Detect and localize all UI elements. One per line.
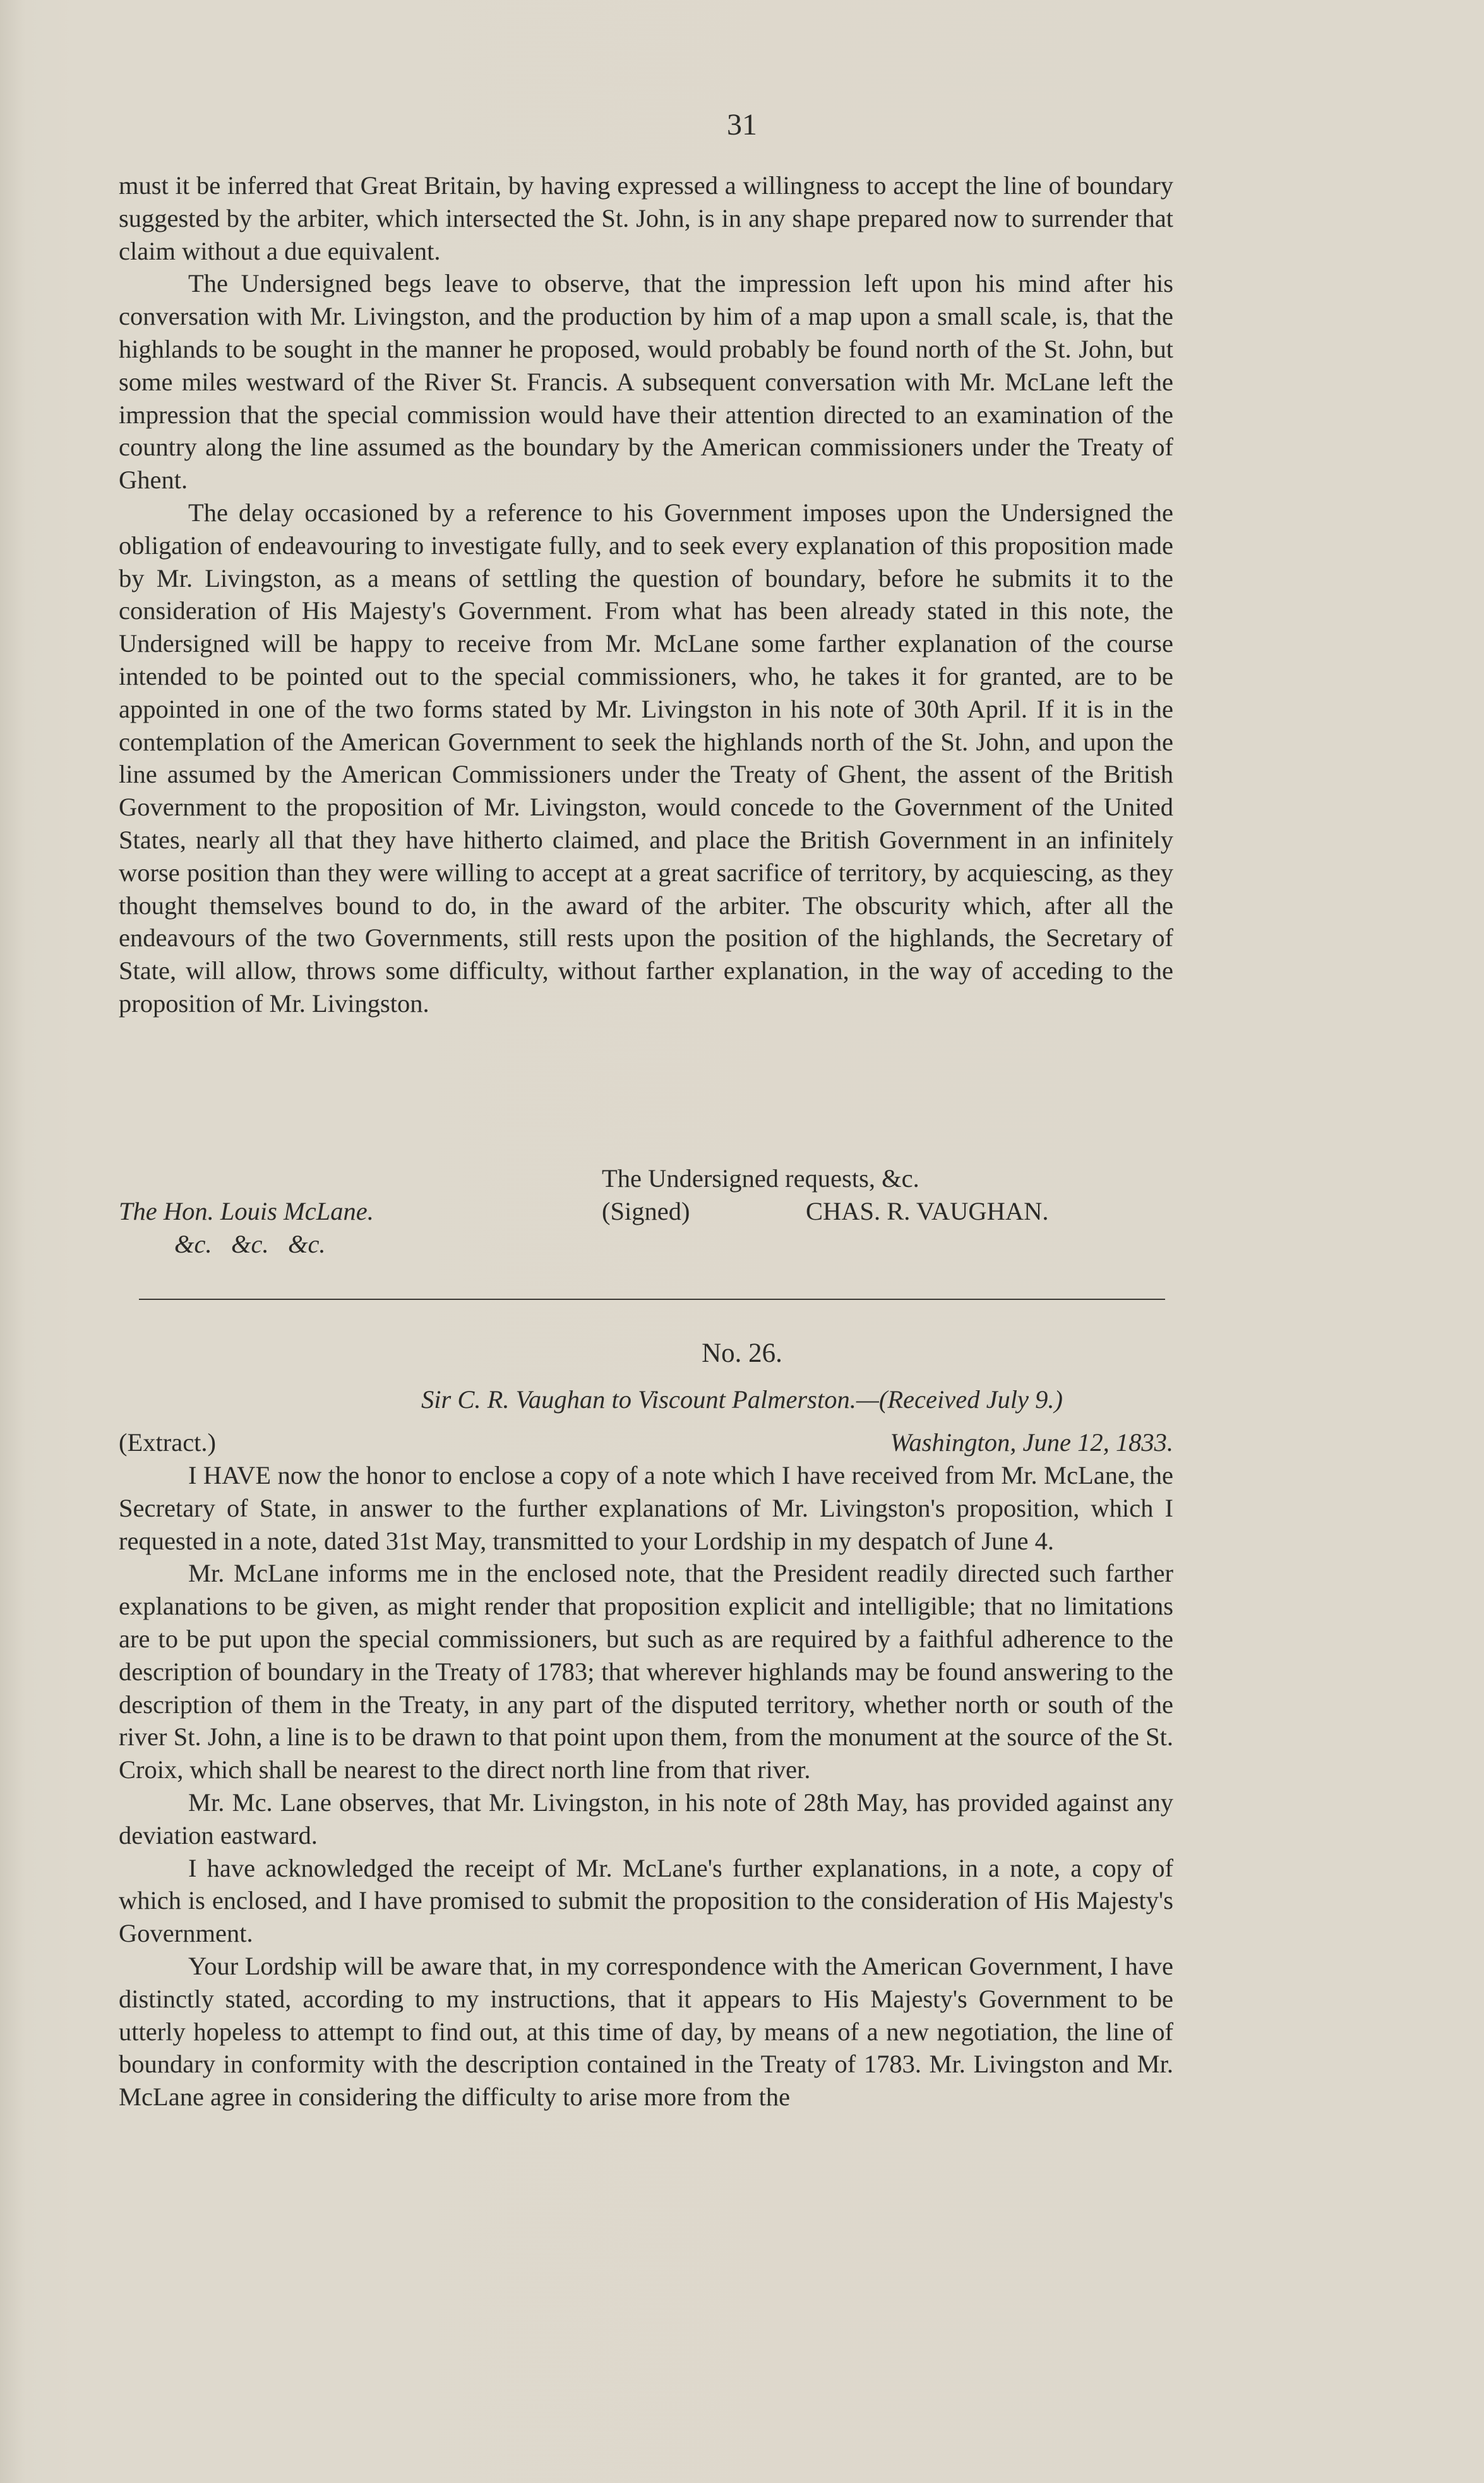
document-heading: Sir C. R. Vaughan to Viscount Palmerston.—(Received July 9.) xyxy=(421,1385,1063,1414)
etc-line: &c. &c. &c. xyxy=(174,1230,326,1258)
note-body xyxy=(119,169,1173,1020)
paragraph: I have acknowledged the receipt of Mr. McLane's further explanations, in a note, a copy of which is enclosed, and I have promised to submit the proposition to the consideration of His Majesty's Government. xyxy=(119,1853,1173,1948)
paragraph: The Undersigned begs leave to observe, that the impression left upon his mind after his conversation with Mr. Livingston, and the production by him of a map upon a small scale, is, that the highlands to be sought in the manner he proposed, would probably be found north of the St. John, but some miles westward of the River St. Francis. A subsequent conversation with Mr. McLane left the impression that the special commission would have their attention directed to an examination of the country along the line assumed as the boundary by the American commissioners under the Treaty of Ghent. xyxy=(119,269,1173,495)
paragraph: Mr. McLane informs me in the enclosed note, that the President readily directed such farther explanations to be given, as might render that proposition explicit and intelligible; that no limitations are to be put upon the special commissioners, but such as are required by a faithful adherence to the description of boundary in the Treaty of 1783; that wherever highlands may be found answering to the description of them in the Treaty, in any part of the disputed territory, whether north or south of the river St. John, a line is to be drawn to that point upon them, from the monument at the source of the St. Croix, which shall be nearest to the direct north line from that river. xyxy=(119,1559,1173,1784)
paragraph: I HAVE now the honor to enclose a copy of a note which I have received from Mr. McLane, the Secretary of State, in answer to the further explanations of Mr. Livingston's proposition, which I requested in a note, dated 31st May, transmitted to your Lordship in my despatch of June 4. xyxy=(119,1461,1173,1555)
paragraph: Your Lordship will be aware that, in my correspondence with the American Government, I have distinctly stated, according to my instructions, that it appears to His Majesty's Government to be utterly hopeless to attempt to find out, at this time of day, by means of a new negotiation, the line of boundary in conformity with the description contained in the Treaty of 1783. Mr. Livingston and Mr. McLane agree in considering the difficulty to arise more from the xyxy=(119,1951,1173,2112)
extract-label: (Extract.) xyxy=(119,1428,217,1457)
document-number: No. 26. xyxy=(702,1338,782,1368)
closing-line: The Undersigned requests, &c. xyxy=(602,1164,919,1193)
paragraph: The delay occasioned by a reference to his Government imposes upon the Undersigned the obligation of endeavouring to investigate fully, and to seek every explanation of this proposition made by Mr. Livingston, as a means of settling the question of boundary, before he submits it to the consideration of His Majesty's Government. From what has been already stated in this note, the Undersigned will be happy to receive from Mr. McLane some farther explanation of the course intended to be pointed out to the special commissioners, who, he takes it for granted, are to be appointed in one of the two forms stated by Mr. Livingston in his note of 30th April. If it is in the contemplation of the American Government to seek the highlands north of the St. John, and upon the line assumed by the American Commissioners under the Treaty of Ghent, the assent of the British Government to the proposition of Mr. Livingston, would concede to the Government of the United States, nearly all that they have hitherto claimed, and place the British Government in an infinitely worse position than they were willing to accept at a great sacrifice of territory, by acquiescing, as they thought themselves bound to do, in the award of the arbiter. The obscurity which, after all the endeavours of the two Governments, still rests upon the position of the highlands, the Secretary of State, will allow, throws some difficulty, without farther explanation, in the way of acceding to the proposition of Mr. Livingston. xyxy=(119,498,1173,1018)
signer-name: CHAS. R. VAUGHAN. xyxy=(806,1197,1049,1225)
signed-label: (Signed) xyxy=(602,1197,690,1225)
despatch-body xyxy=(119,1426,1173,2113)
signature-block xyxy=(119,1162,1173,1261)
paragraph: must it be inferred that Great Britain, by having expressed a willingness to accept the line of boundary suggested by the arbiter, which intersected the St. John, is in any shape prepared now to surrender that claim without a due equivalent. xyxy=(119,171,1173,265)
addressee: The Hon. Louis McLane. xyxy=(119,1197,374,1225)
section-divider xyxy=(139,1299,1165,1300)
paragraph: Mr. Mc. Lane observes, that Mr. Livingston, in his note of 28th May, has provided against any deviation eastward. xyxy=(119,1788,1173,1849)
dateline: Washington, June 12, 1833. xyxy=(890,1428,1173,1457)
page-number: 31 xyxy=(727,108,757,141)
